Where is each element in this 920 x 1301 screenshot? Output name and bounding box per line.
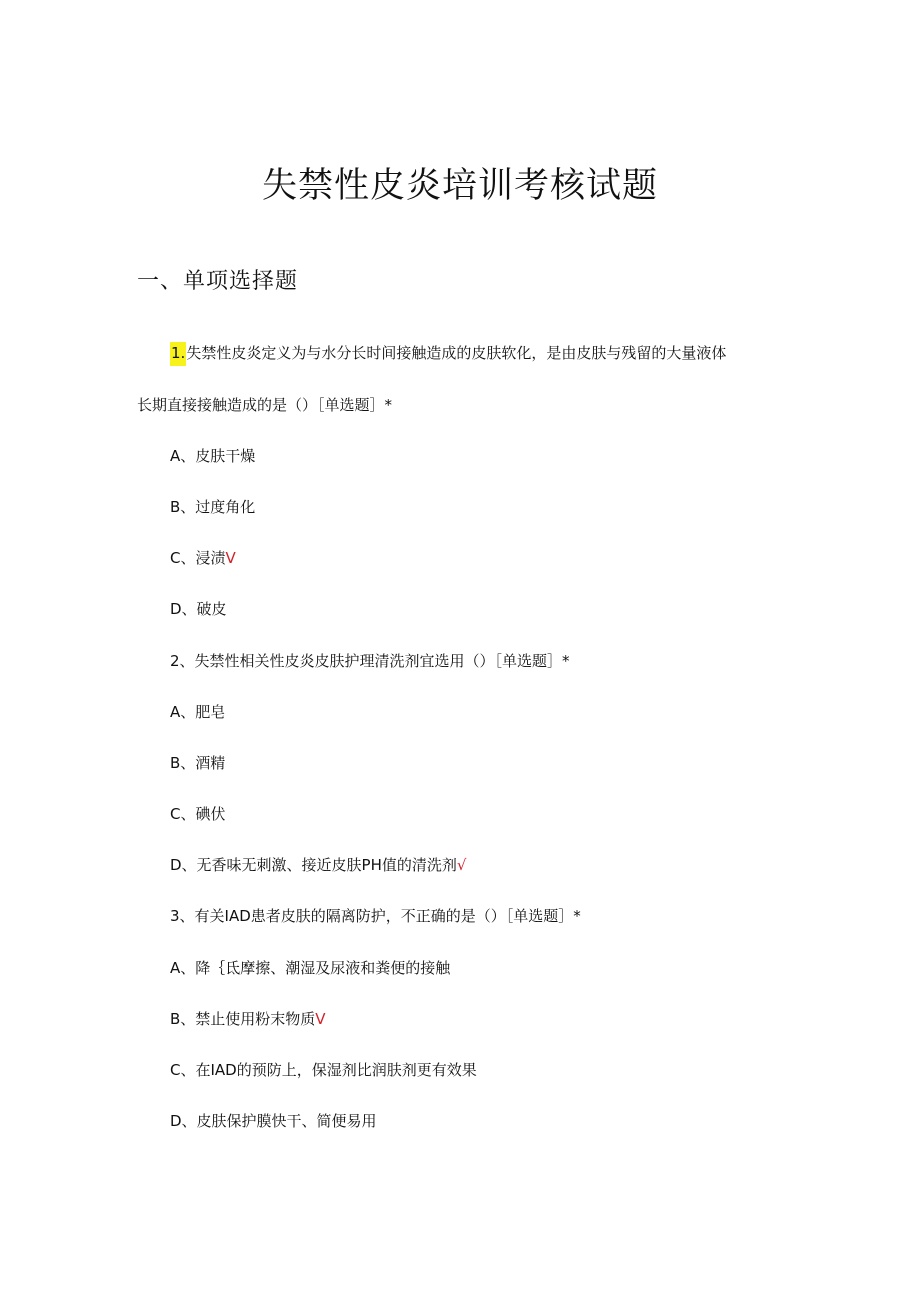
option-label: A、肥皂	[170, 703, 226, 721]
question-1-line-1	[170, 342, 726, 364]
question-3-text: 3、有关IAD患者皮肤的隔离防护，不正确的是（）［单选题］*	[170, 907, 581, 925]
option-label: B、酒精	[170, 754, 226, 772]
option-label: D、破皮	[170, 600, 227, 618]
option-label: B、过度角化	[170, 498, 256, 516]
question-3-option-c	[170, 1059, 477, 1081]
option-label: C、在IAD的预防上，保湿剂比润肤剂更有效果	[170, 1061, 477, 1079]
question-3-option-b	[170, 1008, 326, 1030]
question-1-number: 1.	[170, 342, 186, 366]
question-1-option-d	[170, 598, 227, 620]
question-1-option-c	[170, 547, 236, 569]
question-3-option-d	[170, 1110, 377, 1132]
question-2-option-c	[170, 803, 225, 825]
option-label: A、皮肤干燥	[170, 447, 256, 465]
question-1-line-2: 长期直接接触造成的是（）［单选题］*	[137, 396, 393, 414]
answer-mark: V	[315, 1010, 326, 1028]
option-label: D、皮肤保护膜快干、简便易用	[170, 1112, 377, 1130]
question-2-option-d	[170, 854, 466, 876]
question-1-option-b	[170, 496, 255, 518]
question-1-option-a	[170, 445, 255, 467]
section-heading: 一、单项选择题	[137, 269, 299, 294]
question-2-option-b	[170, 752, 225, 774]
question-1-text: 失禁性皮炎定义为与水分长时间接触造成的皮肤软化，是由皮肤与残留的大量液体	[186, 344, 727, 362]
option-label: C、碘伏	[170, 805, 226, 823]
option-label: B、禁止使用粉末物质	[170, 1010, 316, 1028]
question-3-option-a	[170, 957, 450, 979]
answer-mark: V	[225, 549, 236, 567]
option-label: A、降｛氐摩擦、潮湿及尿液和粪便的接触	[170, 959, 451, 977]
option-label: C、浸渍	[170, 549, 226, 567]
question-2-text: 2、失禁性相关性皮炎皮肤护理清洗剂宜选用（）［单选题］*	[170, 652, 570, 670]
question-2-option-a	[170, 701, 225, 723]
answer-mark: √	[456, 856, 467, 874]
document-title: 失禁性皮炎培训考核试题	[261, 166, 658, 206]
option-label: D、无香味无刺激、接近皮肤PH值的清洗剂	[170, 856, 457, 874]
